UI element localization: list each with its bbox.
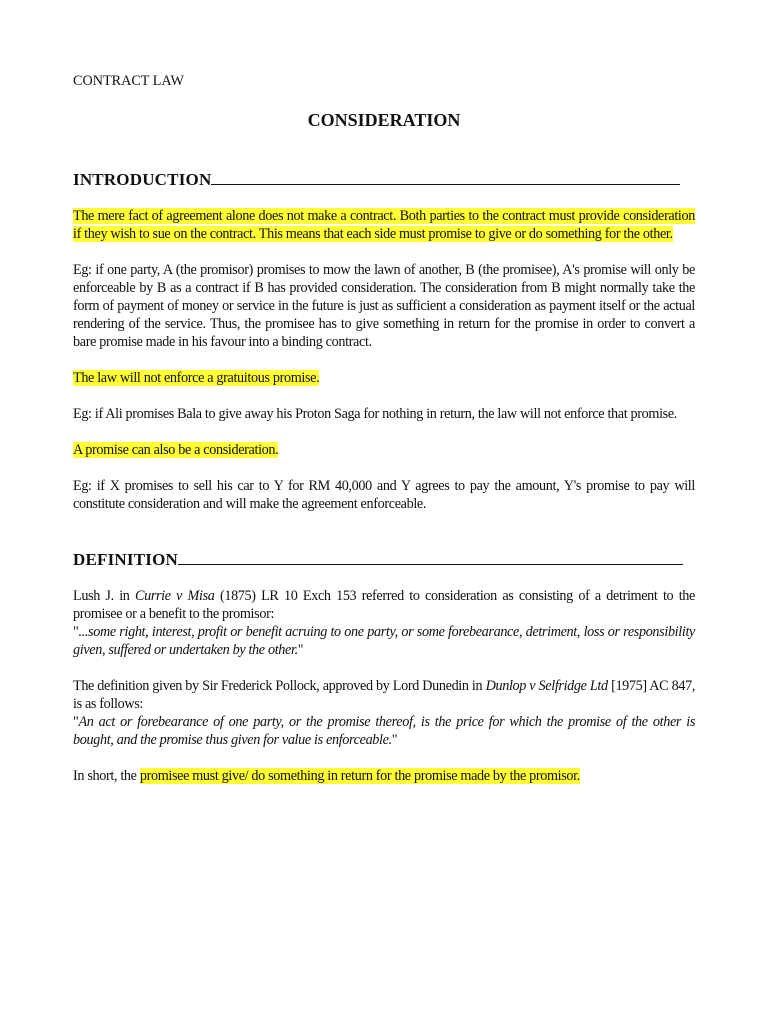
section-heading-introduction <box>73 169 695 189</box>
intro-paragraph-4: Eg: if Ali promises Bala to give away his Proton Saga for nothing in return, the law will not enforce that promise. <box>73 406 677 422</box>
quote-mark: " <box>73 714 79 730</box>
definition-paragraph-3 <box>73 767 695 785</box>
intro-paragraph-6: Eg: if X promises to sell his car to Y for RM 40,000 and Y agrees to pay the amount, Y's promise to pay will constitute consideration and will make the agreement enforceable. <box>73 478 695 512</box>
paragraph-text: In short, the <box>73 768 140 784</box>
quote-mark: " <box>73 624 79 640</box>
paragraph-text: [1975] AC 847, is as follows: <box>73 678 696 712</box>
quotation-pollock: An act or forebearance of one party, or the promise thereof, is the price for which the promise of the other is bought, and the promise thus given for value is enforceable. <box>73 714 695 748</box>
quote-mark: " <box>391 732 398 748</box>
highlighted-text: promisee must give/ do something in return for the promise made by the promisor. <box>139 768 580 784</box>
paragraph-text: Lush J. in <box>73 588 135 604</box>
highlighted-text: The law will not enforce a gratuitous promise. <box>73 370 320 386</box>
case-name-currie-v-misa: Currie v Misa <box>134 588 215 604</box>
heading-underline-rule <box>178 549 683 565</box>
intro-paragraph-5 <box>73 441 695 459</box>
highlighted-text: A promise can also be a consideration. <box>73 442 279 458</box>
definition-paragraph-2 <box>73 677 695 749</box>
intro-paragraph-2: Eg: if one party, A (the promisor) promises to mow the lawn of another, B (the promisee), A's promise will only be enforceable by B as a contract if B has provided consideration. The consideration from B might normally take the form of payment of money or service in the future is just as sufficient a consideration as payment itself or the actual rendering of the service. Thus, the promisee has to give something in return for the promise in order to convert a bare promise made in his favour into a binding contract. <box>73 262 695 350</box>
quote-mark: " <box>297 642 304 658</box>
heading-underline-rule <box>211 169 680 185</box>
case-name-dunlop-v-selfridge: Dunlop v Selfridge Ltd <box>485 678 608 694</box>
paragraph-text: (1875) LR 10 Exch 153 referred to consideration as consisting of a detriment to the promisee or a benefit to the promisor: <box>73 588 695 622</box>
document-body <box>73 72 695 803</box>
section-heading-introduction-text: INTRODUCTION <box>73 170 212 189</box>
paragraph-text: The definition given by Sir Frederick Pollock, approved by Lord Dunedin in <box>73 678 486 694</box>
intro-paragraph-1 <box>73 207 695 243</box>
quotation-lush-j: ...some right, interest, profit or benefit acruing to one party, or some forebearance, detriment, loss or responsibility given, suffered or undertaken by the other. <box>73 624 695 658</box>
definition-paragraph-1 <box>73 587 695 659</box>
highlighted-text: The mere fact of agreement alone does not make a contract. Both parties to the contract must provide consideration if they wish to sue on the contract. This means that each side must promise to give or do something for the other. <box>73 208 695 242</box>
section-heading-definition <box>73 549 695 569</box>
intro-paragraph-3 <box>73 369 695 387</box>
document-title: CONSIDERATION <box>307 110 461 130</box>
section-heading-definition-text: DEFINITION <box>73 550 178 569</box>
running-head: CONTRACT LAW <box>73 73 184 89</box>
